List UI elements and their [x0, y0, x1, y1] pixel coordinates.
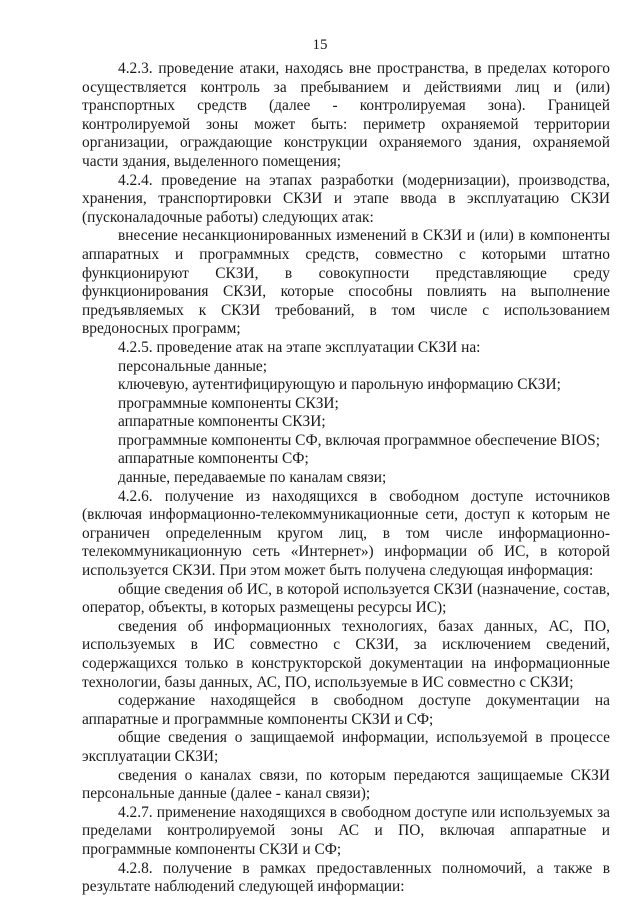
paragraph-4-2-7: 4.2.7. применение находящихся в свободном доступе или используемых за пределами контролируемой зоны АС и ПО, включая аппаратные и программные компоненты СКЗИ и СФ;	[82, 803, 610, 858]
list-item-key-info: ключевую, аутентифицирующую и парольную информацию СКЗИ;	[118, 376, 561, 394]
list-item-skzi-hardware: аппаратные компоненты СКЗИ;	[118, 413, 326, 431]
page-number: 15	[312, 37, 328, 53]
paragraph-4-2-3: 4.2.3. проведение атаки, находясь вне пространства, в пределах которого осуществляется контроль за пребыванием и действиями лиц и (или) транспортных средств (далее - контролируемая зона). Границей контролируемой зоны может быть: периметр охраняемой территории организации, ограждающие конструкции охраняемого здания, охраняемой части здания, выделенного помещения;	[82, 60, 610, 170]
list-item-is-general-info: общие сведения об ИС, в которой используется СКЗИ (назначение, состав, оператор, объекты, в которых размещены ресурсы ИС);	[82, 580, 610, 617]
paragraph-4-2-8: 4.2.8. получение в рамках предоставленных полномочий, а также в результате наблюдений следующей информации:	[82, 859, 610, 896]
paragraph-4-2-6: 4.2.6. получение из находящихся в свободном доступе источников (включая информационно-телекоммуникационные сети, доступ к которым не ограничен определенным кругом лиц, в том числе информационно-телекоммуникационную сеть «Интернет») информации об ИС, в которой используется СКЗИ. При этом может быть получена следующая информация:	[82, 487, 610, 580]
list-item-channel-data: данные, передаваемые по каналам связи;	[118, 469, 387, 487]
paragraph-4-2-4: 4.2.4. проведение на этапах разработки (модернизации), производства, хранения, транспортировки СКЗИ и этапе ввода в эксплуатацию СКЗИ (пусконаладочные работы) следующих атак:	[82, 171, 610, 226]
list-item-channels: сведения о каналах связи, по которым передаются защищаемые СКЗИ персональные данные (далее - канал связи);	[82, 766, 610, 803]
list-item-it-info: сведения об информационных технологиях, базах данных, АС, ПО, используемых в ИС совместно с СКЗИ, за исключением сведений, содержащихся только в конструкторской документации на информационные технологии, базы данных, АС, ПО, используемые в ИС совместно с СКЗИ;	[82, 617, 610, 691]
paragraph-unauthorized-changes: внесение несанкционированных изменений в СКЗИ и (или) в компоненты аппаратных и программных средств, совместно с которыми штатно функционируют СКЗИ, в совокупности представляющие среду функционирования СКЗИ, которые способны повлиять на выполнение предъявляемых к СКЗИ требований, в том числе с использованием вредоносных программ;	[82, 227, 610, 338]
list-item-personal-data: персональные данные;	[118, 357, 268, 375]
list-item-sf-hardware: аппаратные компоненты СФ;	[118, 450, 309, 468]
list-item-skzi-software: программные компоненты СКЗИ;	[118, 394, 339, 412]
list-item-sf-software: программные компоненты СФ, включая программное обеспечение BIOS;	[118, 431, 601, 449]
page-body	[82, 60, 610, 897]
paragraph-4-2-5: 4.2.5. проведение атак на этапе эксплуатации СКЗИ на:	[118, 338, 481, 356]
list-item-documentation: содержание находящейся в свободном доступе документации на аппаратные и программные компоненты СКЗИ и СФ;	[82, 692, 610, 728]
list-item-protected-info: общие сведения о защищаемой информации, используемой в процессе эксплуатации СКЗИ;	[82, 729, 610, 765]
